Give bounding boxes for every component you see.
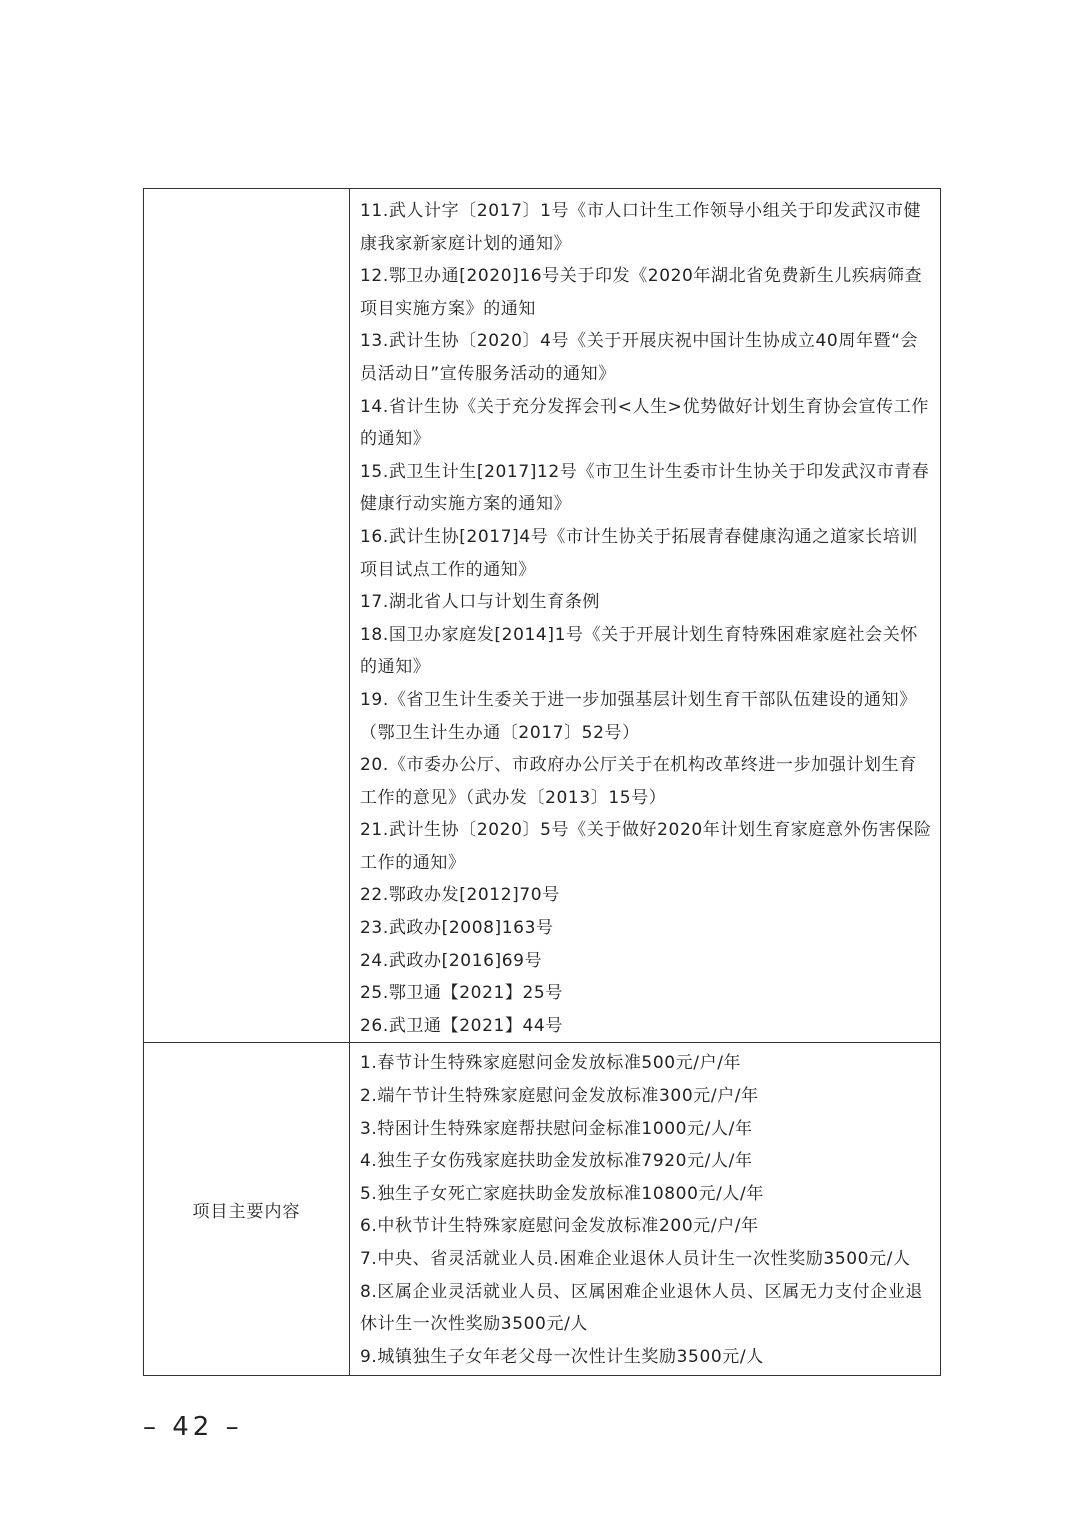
list-item: 1.春节计生特殊家庭慰问金发放标准500元/户/年 bbox=[360, 1053, 742, 1074]
row-label-cell bbox=[144, 1043, 350, 1376]
list-item: 26.武卫通【2021】44号 bbox=[360, 1015, 563, 1036]
list-item: 9.城镇独生子女年老父母一次性计生奖励3500元/人 bbox=[360, 1346, 764, 1367]
page-number: – 42 – bbox=[143, 1412, 243, 1442]
row-label-cell bbox=[144, 189, 350, 1043]
list-item: 7.中央、省灵活就业人员.困难企业退休人员计生一次性奖励3500元/人 bbox=[360, 1249, 911, 1269]
list-item: 2.端午节计生特殊家庭慰问金发放标准300元/户/年 bbox=[360, 1086, 759, 1107]
list-item: 4.独生子女伤残家庭扶助金发放标准7920元/人/年 bbox=[360, 1151, 753, 1172]
list-item: 5.独生子女死亡家庭扶助金发放标准10800元/人/年 bbox=[360, 1183, 764, 1204]
list-item: 8.区属企业灵活就业人员、区属困难企业退休人员、区属无力支付企业退休计生一次性奖励3500元/人 bbox=[360, 1281, 924, 1335]
list-item: 15.武卫生计生[2017]12号《市卫生计生委市计生协关于印发武汉市青春健康行动实施方案的通知》 bbox=[360, 461, 930, 515]
list-item: 18.国卫办家庭发[2014]1号《关于开展计划生育特殊困难家庭社会关怀的通知》 bbox=[360, 624, 918, 678]
list-item: 6.中秋节计生特殊家庭慰问金发放标准200元/户/年 bbox=[360, 1216, 759, 1237]
list-item: 20.《市委办公厅、市政府办公厅关于在机构改革终进一步加强计划生育工作的意见》（武办发〔2013〕15号） bbox=[360, 755, 917, 808]
document-table bbox=[143, 188, 941, 1376]
row-label: 项目主要内容 bbox=[192, 1201, 301, 1222]
table-row-references bbox=[144, 189, 941, 1043]
list-item: 22.鄂政办发[2012]70号 bbox=[360, 885, 560, 906]
list-item: 17.湖北省人口与计划生育条例 bbox=[360, 592, 601, 613]
list-item: 12.鄂卫办通[2020]16号关于印发《2020年湖北省免费新生儿疾病筛查项目实施方案》的通知 bbox=[360, 266, 923, 319]
row-content-cell bbox=[350, 189, 941, 1043]
list-item: 19.《省卫生计生委关于进一步加强基层计划生育干部队伍建设的通知》（鄂卫生计生办通〔2017〕52号） bbox=[360, 689, 917, 743]
list-item: 11.武人计字〔2017〕1号《市人口计生工作领导小组关于印发武汉市健康我家新家庭计划的通知》 bbox=[360, 201, 922, 254]
list-item: 3.特困计生特殊家庭帮扶慰问金标准1000元/人/年 bbox=[360, 1118, 753, 1139]
list-item: 13.武计生协〔2020〕4号《关于开展庆祝中国计生协成立40周年暨“会员活动日”宣传服务活动的通知》 bbox=[360, 331, 919, 384]
table-row-main-content bbox=[144, 1043, 941, 1376]
list-item: 24.武政办[2016]69号 bbox=[360, 950, 543, 971]
list-item: 21.武计生协〔2020〕5号《关于做好2020年计划生育家庭意外伤害保险工作的通知》 bbox=[360, 820, 932, 873]
list-item: 16.武计生协[2017]4号《市计生协关于拓展青春健康沟通之道家长培训项目试点工作的通知》 bbox=[360, 526, 918, 580]
row-content-cell bbox=[350, 1043, 941, 1376]
list-item: 25.鄂卫通【2021】25号 bbox=[360, 983, 563, 1004]
list-item: 23.武政办[2008]163号 bbox=[360, 918, 554, 939]
reference-list bbox=[360, 189, 934, 1042]
list-item: 14.省计生协《关于充分发挥会刊<人生>优势做好计划生育协会宣传工作的通知》 bbox=[360, 396, 929, 450]
content-list bbox=[360, 1043, 934, 1375]
